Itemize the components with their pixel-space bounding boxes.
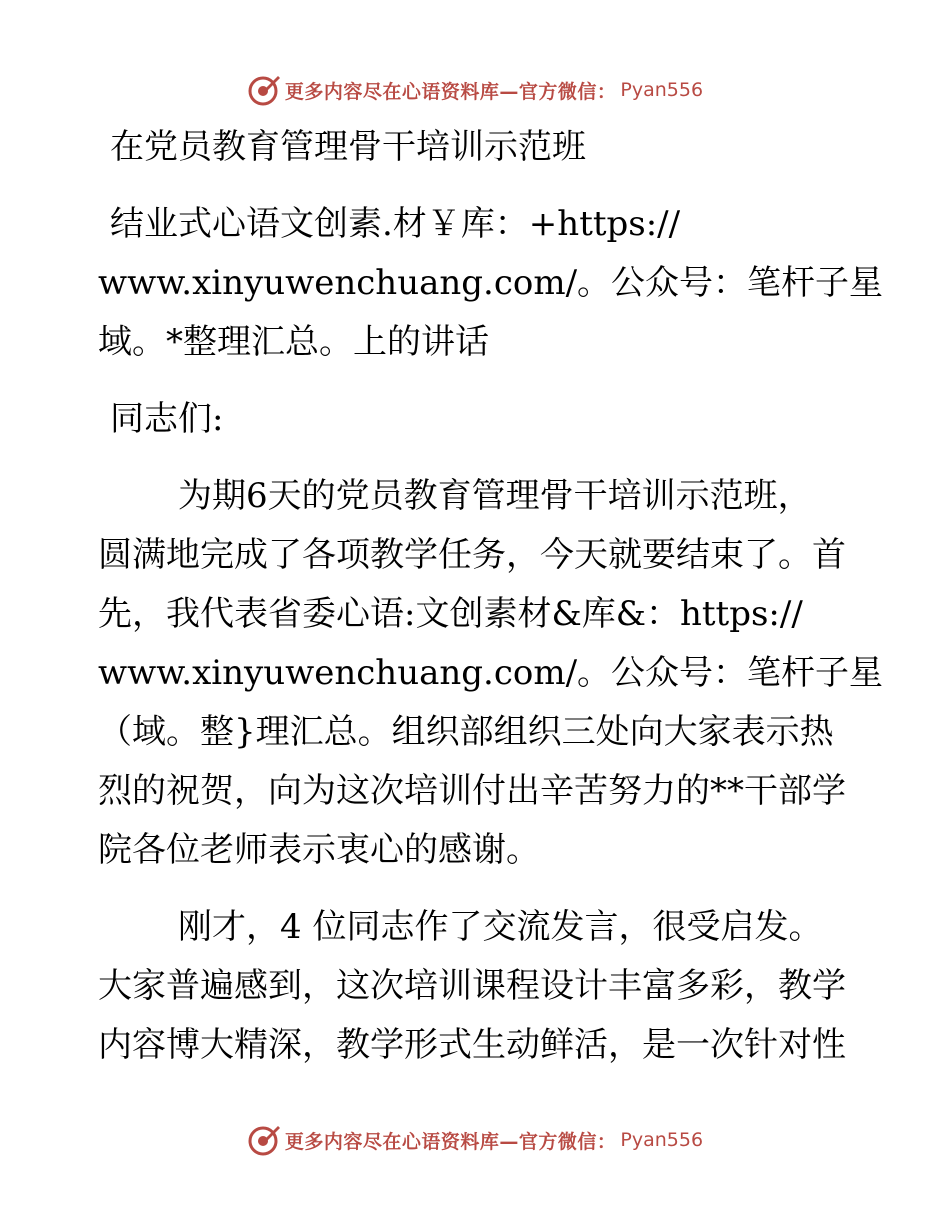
title-line-3: www.xinyuwenchuang.com/。公众号：笔杆子星 — [98, 263, 884, 303]
salutation: 同志们: — [110, 399, 224, 439]
paragraph-1-line-3: 先，我代表省委心语:文创素材&库&：https:// — [98, 594, 803, 634]
footer-banner-wechat-id: Pyan556 — [620, 1129, 704, 1151]
paragraph-2-line-2: 大家普遍感到，这次培训课程设计丰富多彩，教学 — [98, 966, 846, 1006]
paragraph-1-line-6: 烈的祝贺，向为这次培训付出辛苦努力的**干部学 — [98, 771, 846, 811]
document-title — [98, 118, 884, 372]
paragraph-2 — [98, 898, 852, 1075]
title-line-4: 域。*整理汇总。上的讲话 — [98, 322, 489, 362]
paragraph-1-line-1: 为期6天的党员教育管理骨干培训示范班， — [178, 476, 812, 516]
pen-logo-icon — [247, 73, 281, 107]
pen-logo-icon — [247, 1123, 281, 1157]
document-body — [98, 118, 884, 1075]
paragraph-1 — [98, 467, 884, 880]
footer-watermark-banner — [0, 1118, 950, 1162]
paragraph-2-line-1: 刚才，4 位同志作了交流发言，很受启发。 — [178, 907, 823, 947]
paragraph-1-line-2: 圆满地完成了各项教学任务，今天就要结束了。首 — [98, 535, 846, 575]
title-line-2: 结业式心语文创素.材￥库：+https:// — [110, 204, 681, 244]
paragraph-1-line-7: 院各位老师表示衷心的感谢。 — [98, 830, 540, 870]
paragraph-1-line-5: （域。整}理汇总。组织部组织三处向大家表示热 — [98, 712, 834, 752]
paragraph-2-line-3: 内容博大精深，教学形式生动鲜活，是一次针对性 — [98, 1025, 846, 1065]
title-line-1: 在党员教育管理骨干培训示范班 — [110, 127, 586, 167]
paragraph-1-line-4: www.xinyuwenchuang.com/。公众号：笔杆子星 — [98, 653, 884, 693]
header-banner-text: 更多内容尽在心语资料库—官方微信： — [284, 80, 617, 103]
header-banner-wechat-id: Pyan556 — [620, 79, 704, 101]
header-watermark-banner — [0, 68, 950, 112]
footer-banner-text: 更多内容尽在心语资料库—官方微信： — [284, 1130, 617, 1153]
